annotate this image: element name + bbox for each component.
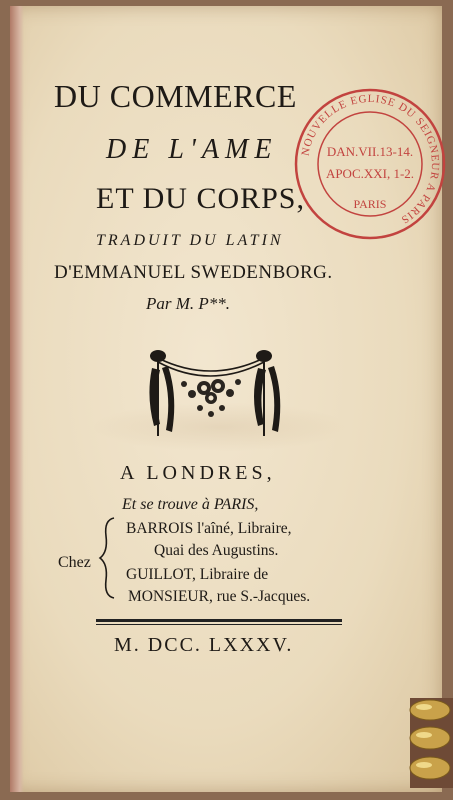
title-page	[10, 6, 442, 792]
thick-rule	[96, 619, 342, 622]
bookseller-line-3: GUILLOT, Libraire de	[126, 566, 269, 583]
bookseller-line-1: BARROIS l'aîné, Libraire,	[126, 520, 292, 537]
stamp-line-1: DAN.VII.13-14.	[326, 144, 414, 159]
stamp-place: PARIS	[353, 197, 387, 211]
imprint-date: M. DCC. LXXXV.	[114, 634, 294, 656]
bookseller-line-4: MONSIEUR, rue S.-Jacques.	[128, 588, 311, 605]
thin-rule	[96, 624, 342, 625]
book-gutter	[10, 6, 24, 792]
sold-at-line: Et se trouve à PARIS,	[122, 496, 259, 513]
chez-label: Chez	[58, 554, 91, 571]
title-line-1: DU COMMERCE	[54, 78, 297, 114]
translated-line: TRADUIT DU LATIN	[96, 232, 284, 249]
title-line-3: ET DU CORPS,	[96, 182, 305, 215]
translator-line: Par M. P**.	[146, 294, 231, 313]
bookseller-line-2: Quai des Augustins.	[154, 542, 279, 559]
floral-garland-ornament	[144, 346, 294, 442]
book-clasp	[404, 698, 453, 788]
title-line-2: DE L'AME	[106, 134, 278, 165]
stamp-ring-text: NOUVELLE EGLISE DU SEIGNEUR A PARIS	[299, 92, 442, 227]
library-stamp	[290, 84, 450, 244]
city-line: A LONDRES,	[120, 462, 276, 484]
author-line: D'EMMANUEL SWEDENBORG.	[54, 262, 333, 283]
stamp-line-2: APOC.XXI, 1-2.	[325, 166, 415, 181]
curly-brace	[98, 516, 116, 600]
